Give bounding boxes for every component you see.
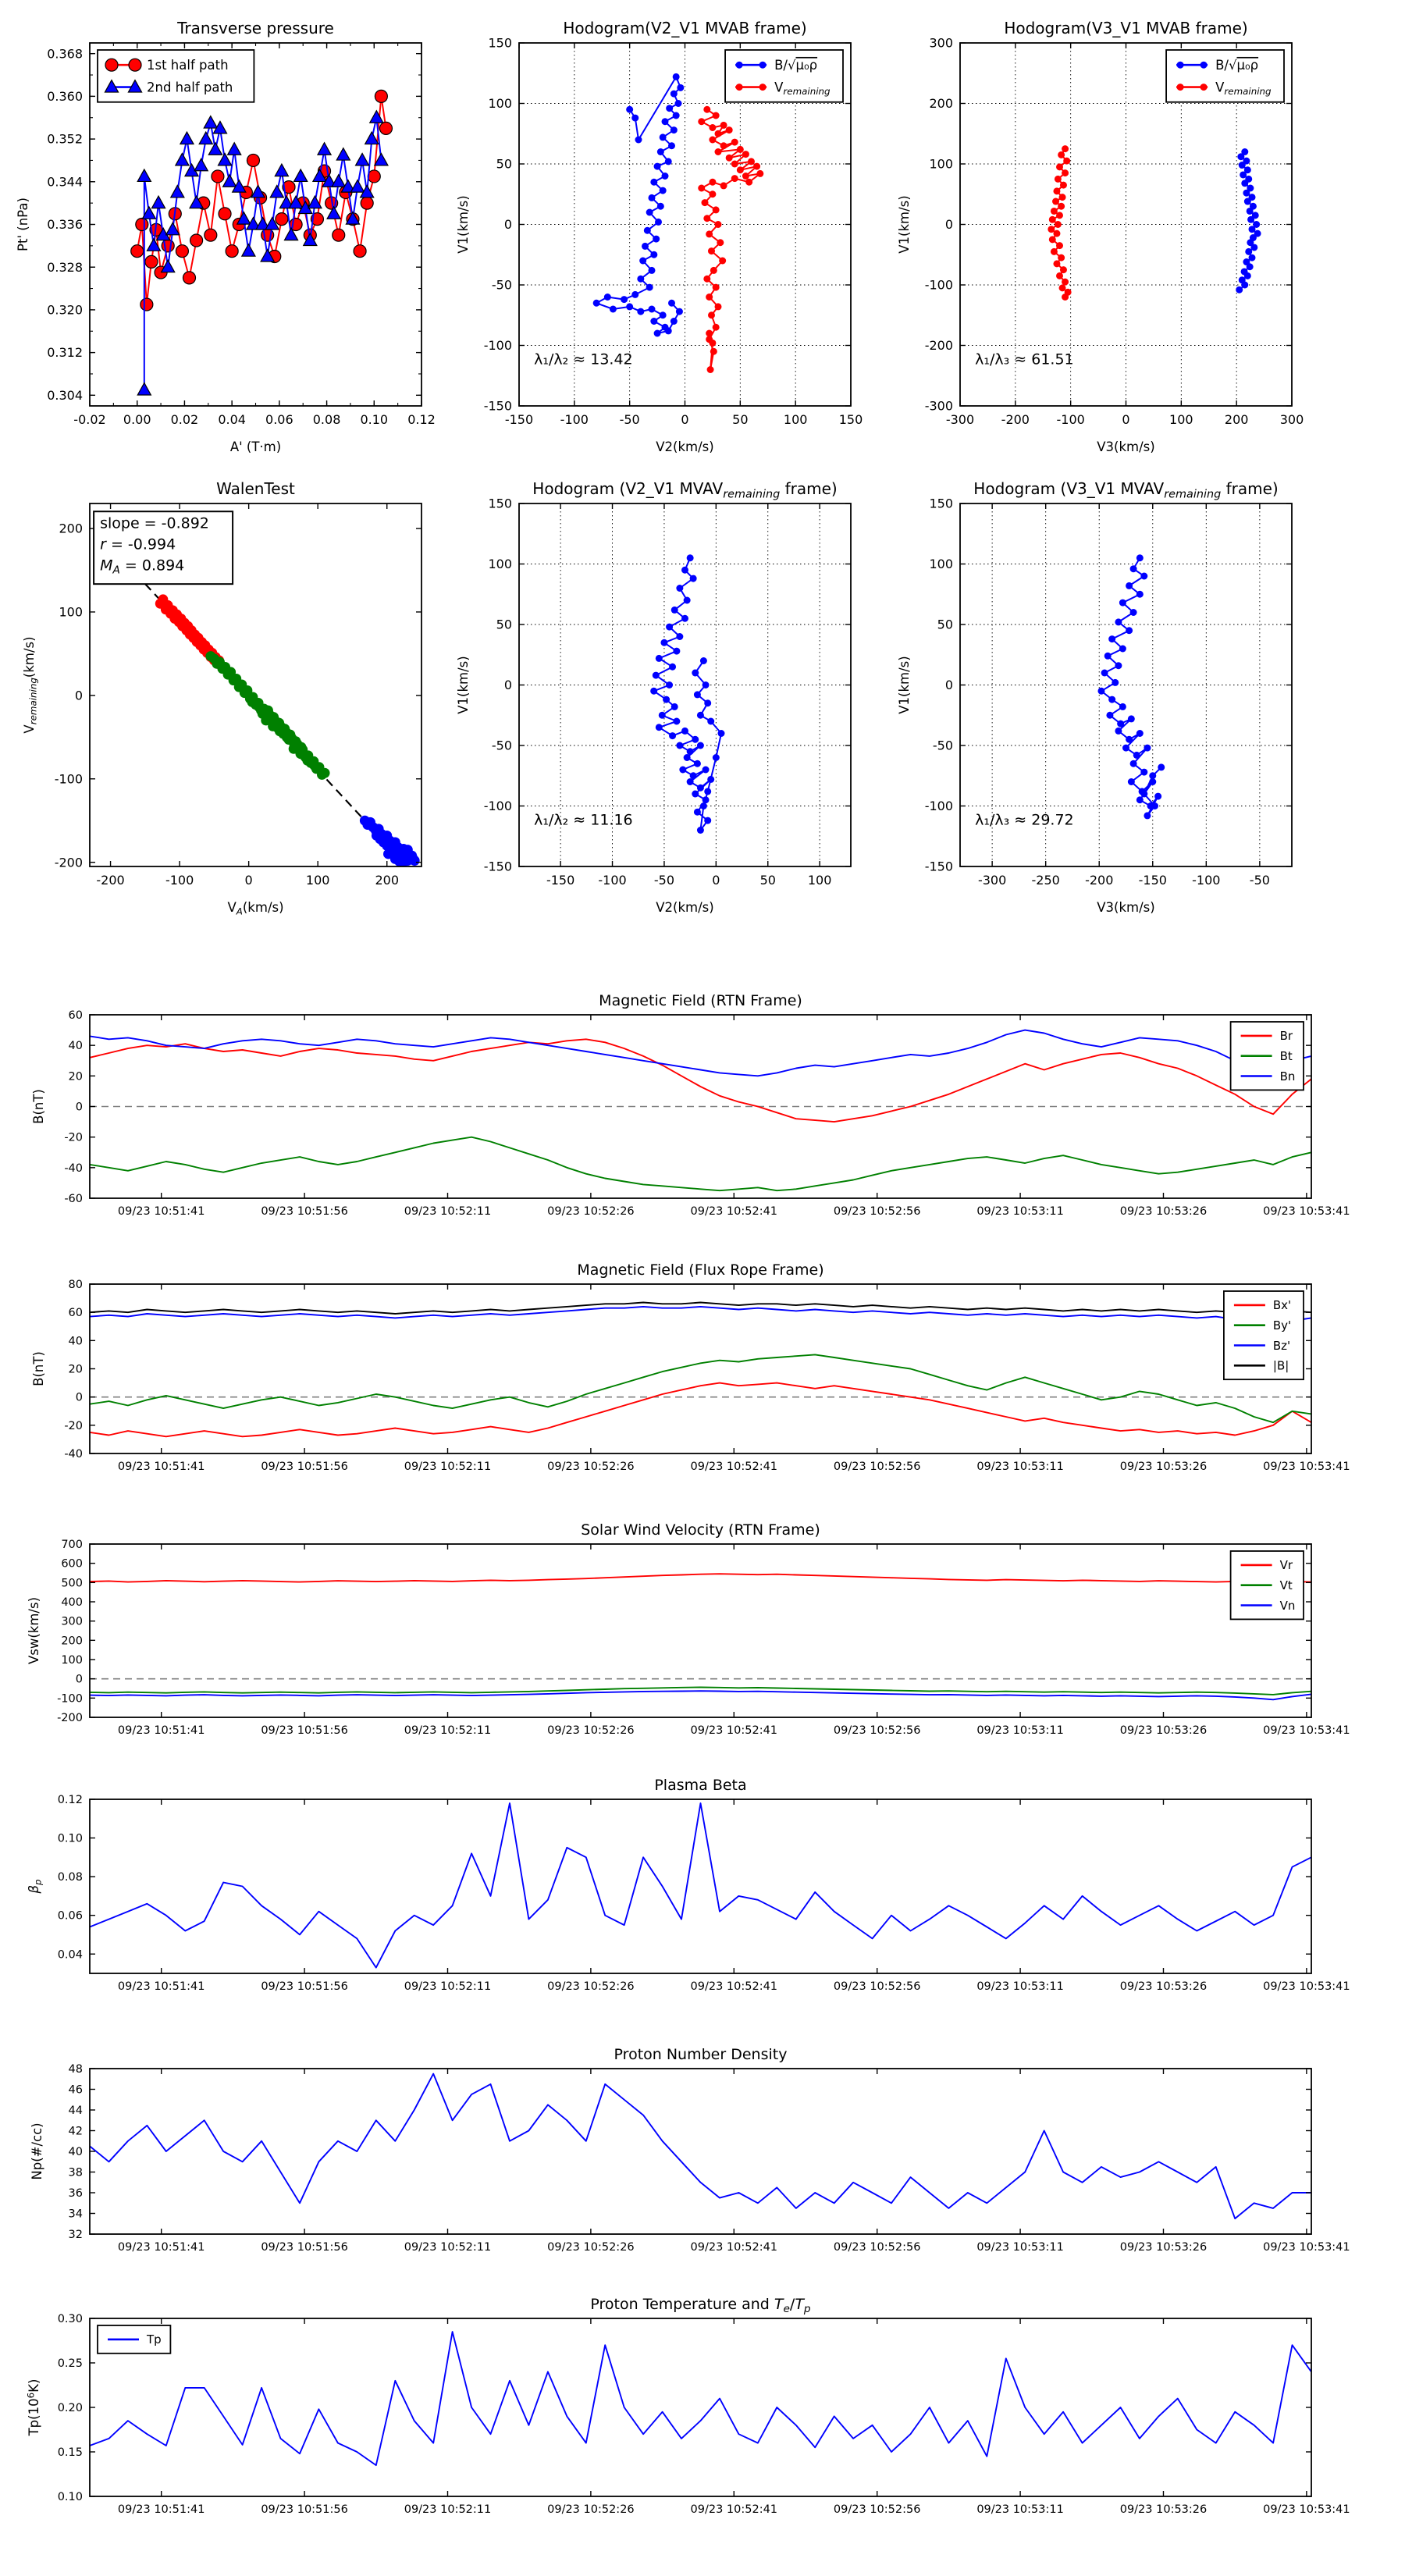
chart-walen-test bbox=[22, 479, 422, 917]
chart-title: Hodogram (V3_V1 $MVAV_{remaining}$ frame) bbox=[973, 479, 1279, 501]
x-tick-label: -50 bbox=[653, 873, 675, 888]
y-tick-label: -200 bbox=[54, 855, 83, 870]
y-tick-label: 0.12 bbox=[57, 1794, 83, 1807]
legend bbox=[98, 50, 254, 102]
x-tick-label: 09/23 10:51:41 bbox=[117, 1205, 205, 1219]
x-tick-label: 09/23 10:51:41 bbox=[117, 1724, 205, 1738]
series-walen-blue bbox=[360, 816, 420, 866]
y-tick-label: 38 bbox=[68, 2166, 83, 2179]
x-tick-label: 09/23 10:52:11 bbox=[404, 1724, 492, 1738]
y-tick-label: 100 bbox=[488, 96, 512, 112]
x-tick-label: -300 bbox=[945, 412, 975, 428]
y-tick-label: -100 bbox=[54, 771, 83, 787]
legend bbox=[1231, 1551, 1304, 1619]
y-tick-label: -200 bbox=[57, 1712, 83, 1725]
series-Bx bbox=[90, 1383, 1311, 1437]
y-tick-label: 0.06 bbox=[57, 1909, 83, 1923]
series-Np bbox=[90, 2074, 1311, 2219]
series-By bbox=[90, 1354, 1311, 1422]
x-tick-label: 09/23 10:53:41 bbox=[1263, 1205, 1350, 1219]
x-tick-label: 09/23 10:51:56 bbox=[261, 1205, 348, 1219]
x-tick-label: 09/23 10:52:26 bbox=[547, 1980, 635, 1994]
y-tick-label: -300 bbox=[924, 398, 953, 414]
series-v-remaining bbox=[1048, 145, 1071, 301]
x-tick-label: 0.04 bbox=[218, 412, 246, 428]
x-tick-label: 09/23 10:51:41 bbox=[117, 1461, 205, 1474]
x-tick-label: -200 bbox=[1085, 873, 1114, 888]
x-tick-label: -150 bbox=[504, 412, 534, 428]
legend-label: Bn bbox=[1279, 1069, 1296, 1083]
y-axis-label: V1(km/s) bbox=[456, 656, 471, 714]
x-axis-label: V3(km/s) bbox=[1097, 900, 1155, 915]
legend-label: Vn bbox=[1279, 1598, 1296, 1613]
annotation bbox=[534, 351, 633, 368]
chart-proton-number-density bbox=[30, 2046, 1350, 2254]
y-axis-label: B(nT) bbox=[31, 1351, 46, 1386]
y-tick-label: 42 bbox=[68, 2125, 83, 2138]
y-tick-label: -100 bbox=[483, 338, 512, 354]
y-tick-label: 0.320 bbox=[47, 302, 83, 318]
y-tick-label: -20 bbox=[64, 1419, 83, 1432]
y-tick-label: -40 bbox=[64, 1162, 83, 1175]
y-tick-label: 80 bbox=[68, 1279, 83, 1292]
y-tick-label: 0.312 bbox=[47, 345, 83, 361]
axes-box bbox=[90, 2069, 1311, 2234]
x-tick-label: -100 bbox=[165, 873, 194, 888]
chart-title: Hodogram(V2_V1 MVAB frame) bbox=[563, 19, 807, 37]
chart-title: Proton Number Density bbox=[614, 2046, 788, 2063]
legend-label: Bt bbox=[1279, 1048, 1293, 1063]
x-tick-label: 09/23 10:51:41 bbox=[117, 2503, 205, 2517]
x-tick-label: 0.10 bbox=[360, 412, 389, 428]
y-tick-label: 0 bbox=[503, 217, 512, 233]
x-tick-label: -100 bbox=[560, 412, 589, 428]
y-tick-label: 200 bbox=[929, 96, 953, 112]
chart-magnetic-field-flux-rope bbox=[31, 1261, 1350, 1473]
x-tick-label: 09/23 10:52:41 bbox=[690, 2241, 778, 2254]
y-tick-label: -50 bbox=[932, 738, 953, 753]
chart-title: Hodogram(V3_V1 MVAB frame) bbox=[1004, 19, 1248, 37]
x-tick-label: 09/23 10:53:41 bbox=[1263, 1461, 1350, 1474]
ticks bbox=[57, 1539, 1350, 1737]
series-beta-p bbox=[90, 1803, 1311, 1968]
x-tick-label: -100 bbox=[1056, 412, 1085, 428]
x-tick-label: 09/23 10:53:26 bbox=[1119, 1724, 1208, 1738]
x-tick-label: 09/23 10:53:26 bbox=[1119, 1205, 1208, 1219]
x-tick-label: -150 bbox=[546, 873, 575, 888]
x-tick-label: -50 bbox=[619, 412, 640, 428]
annotation-line: slope = -0.892 bbox=[100, 514, 209, 532]
x-tick-label: 150 bbox=[838, 412, 863, 428]
y-tick-label: 0.20 bbox=[57, 2402, 83, 2415]
y-tick-label: 48 bbox=[68, 2063, 83, 2076]
x-tick-label: 09/23 10:53:26 bbox=[1119, 2241, 1208, 2254]
x-tick-label: 09/23 10:53:11 bbox=[976, 1724, 1064, 1738]
legend-label: By' bbox=[1272, 1318, 1292, 1332]
y-tick-label: 300 bbox=[929, 35, 953, 51]
x-tick-label: 09/23 10:52:26 bbox=[547, 1461, 635, 1474]
x-tick-label: 300 bbox=[1279, 412, 1304, 428]
y-tick-label: 150 bbox=[488, 496, 512, 511]
legend-label: Tp bbox=[147, 2332, 162, 2347]
y-tick-label: 100 bbox=[929, 557, 953, 572]
x-tick-label: 09/23 10:52:11 bbox=[404, 1205, 492, 1219]
x-axis-label: V2(km/s) bbox=[656, 439, 714, 454]
legend-label: Vt bbox=[1279, 1578, 1293, 1592]
y-tick-label: -20 bbox=[64, 1131, 83, 1144]
y-tick-label: 50 bbox=[496, 156, 512, 172]
x-tick-label: -100 bbox=[1192, 873, 1221, 888]
y-axis-label: $\beta_p$ bbox=[27, 1879, 44, 1894]
series-b-alfven bbox=[1236, 148, 1261, 294]
x-tick-label: 200 bbox=[1224, 412, 1249, 428]
y-tick-label: 0.04 bbox=[57, 1948, 83, 1962]
legend bbox=[1224, 1291, 1304, 1379]
x-tick-label: 100 bbox=[305, 873, 330, 888]
x-tick-label: 09/23 10:53:26 bbox=[1119, 1980, 1208, 1994]
annotation bbox=[94, 511, 233, 584]
legend bbox=[725, 50, 843, 102]
chart-hodogram-v3v1-mvav bbox=[897, 479, 1292, 915]
y-tick-label: 0.25 bbox=[57, 2357, 83, 2371]
x-tick-label: 0.12 bbox=[407, 412, 436, 428]
y-tick-label: 0.08 bbox=[57, 1871, 83, 1884]
x-tick-label: 09/23 10:52:41 bbox=[690, 1461, 778, 1474]
x-tick-label: 09/23 10:52:11 bbox=[404, 2503, 492, 2517]
x-tick-label: 09/23 10:53:26 bbox=[1119, 2503, 1208, 2517]
chart-solar-wind-velocity bbox=[27, 1521, 1350, 1737]
x-tick-label: 09/23 10:52:26 bbox=[547, 2503, 635, 2517]
x-tick-label: 09/23 10:52:11 bbox=[404, 1461, 492, 1474]
y-axis-label: V1(km/s) bbox=[897, 195, 912, 254]
y-tick-label: 60 bbox=[68, 1307, 83, 1320]
x-tick-label: 09/23 10:52:56 bbox=[833, 1724, 921, 1738]
y-tick-label: 40 bbox=[68, 1040, 83, 1053]
legend bbox=[98, 2325, 170, 2354]
y-tick-label: 20 bbox=[68, 1363, 83, 1376]
legend bbox=[1231, 1022, 1304, 1090]
y-tick-label: -40 bbox=[64, 1448, 83, 1461]
x-tick-label: 09/23 10:53:11 bbox=[976, 1461, 1064, 1474]
x-tick-label: 09/23 10:52:41 bbox=[690, 1724, 778, 1738]
y-tick-label: 36 bbox=[68, 2187, 83, 2201]
x-tick-label: 100 bbox=[783, 412, 808, 428]
series-second-half-path bbox=[137, 111, 388, 395]
series-first-half-path bbox=[131, 90, 393, 311]
x-tick-label: 09/23 10:51:41 bbox=[117, 1980, 205, 1994]
legend-label: B/√μ₀ρ bbox=[774, 57, 818, 73]
y-tick-label: -100 bbox=[924, 799, 953, 814]
y-tick-label: 0.10 bbox=[57, 1832, 83, 1845]
series-v-remaining-hodogram bbox=[650, 554, 724, 834]
x-tick-label: 0.02 bbox=[170, 412, 199, 428]
chart-hodogram-v2v1-mvav bbox=[456, 479, 851, 915]
y-tick-label: 200 bbox=[59, 521, 83, 536]
y-tick-label: 0.10 bbox=[57, 2491, 83, 2504]
y-tick-label: 0.328 bbox=[47, 259, 83, 275]
x-tick-label: 09/23 10:53:11 bbox=[976, 2241, 1064, 2254]
x-tick-label: 09/23 10:52:41 bbox=[690, 2503, 778, 2517]
y-tick-label: 0 bbox=[74, 688, 83, 703]
annotation-line: r = -0.994 bbox=[100, 535, 176, 553]
annotation-line: λ₁/λ₂ ≈ 13.42 bbox=[534, 350, 633, 368]
chart-title: Magnetic Field (Flux Rope Frame) bbox=[577, 1261, 824, 1279]
y-tick-label: 100 bbox=[929, 156, 953, 172]
y-tick-label: -60 bbox=[64, 1193, 83, 1206]
chart-title: Transverse pressure bbox=[177, 19, 334, 37]
annotation bbox=[975, 351, 1074, 368]
y-tick-label: 600 bbox=[61, 1557, 83, 1571]
chart-transverse-pressure bbox=[16, 19, 436, 454]
series-Vr bbox=[90, 1574, 1311, 1582]
chart-magnetic-field-rtn bbox=[31, 992, 1350, 1218]
series-Br bbox=[90, 1039, 1311, 1122]
y-tick-label: 50 bbox=[937, 617, 953, 632]
y-tick-label: 0.352 bbox=[47, 131, 83, 147]
series-walen-green bbox=[205, 651, 329, 780]
annotation-line: $M_A = 0.894$ bbox=[100, 557, 185, 577]
x-tick-label: 0.00 bbox=[123, 412, 151, 428]
y-tick-label: 0 bbox=[75, 1673, 83, 1686]
legend-label: Bz' bbox=[1272, 1338, 1291, 1353]
annotation bbox=[534, 812, 633, 829]
x-tick-label: -50 bbox=[1249, 873, 1270, 888]
y-tick-label: 0.30 bbox=[57, 2313, 83, 2326]
legend-label: 2nd half path bbox=[147, 80, 233, 95]
ticks bbox=[69, 2063, 1350, 2254]
x-tick-label: 09/23 10:53:26 bbox=[1119, 1461, 1208, 1474]
y-tick-label: 100 bbox=[488, 557, 512, 572]
y-axis-label: Pt' (nPa) bbox=[16, 197, 30, 251]
x-tick-label: 09/23 10:53:11 bbox=[976, 1980, 1064, 1994]
y-tick-label: 40 bbox=[68, 1335, 83, 1348]
y-tick-label: 500 bbox=[61, 1577, 83, 1590]
x-tick-label: 09/23 10:53:41 bbox=[1263, 1724, 1350, 1738]
x-tick-label: 0 bbox=[681, 412, 689, 428]
x-axis-label: A' (T·m) bbox=[229, 439, 282, 454]
annotation-line: λ₁/λ₃ ≈ 29.72 bbox=[975, 811, 1074, 829]
y-axis-label: Vsw(km/s) bbox=[27, 1596, 41, 1665]
y-tick-label: 0 bbox=[944, 217, 953, 233]
y-axis-label: Np(#/cc) bbox=[30, 2122, 44, 2180]
chart-title: Hodogram (V2_V1 $MVAV_{remaining}$ frame) bbox=[532, 479, 838, 501]
series-v-remaining-hodogram bbox=[1097, 554, 1165, 819]
x-tick-label: 09/23 10:52:56 bbox=[833, 2241, 921, 2254]
y-axis-label: V1(km/s) bbox=[897, 656, 912, 714]
chart-title: Solar Wind Velocity (RTN Frame) bbox=[581, 1521, 820, 1539]
legend-label: B/√μ₀ρ bbox=[1215, 57, 1259, 73]
y-tick-label: 32 bbox=[68, 2229, 83, 2242]
x-tick-label: 09/23 10:53:11 bbox=[976, 1205, 1064, 1219]
annotation bbox=[975, 812, 1074, 829]
x-tick-label: 0 bbox=[1122, 412, 1130, 428]
x-tick-label: -200 bbox=[1001, 412, 1030, 428]
x-tick-label: 09/23 10:52:56 bbox=[833, 2503, 921, 2517]
y-tick-label: 100 bbox=[59, 604, 83, 620]
x-tick-label: 09/23 10:52:26 bbox=[547, 1724, 635, 1738]
x-tick-label: 50 bbox=[759, 873, 776, 888]
x-tick-label: 0 bbox=[244, 873, 253, 888]
chart-title: Plasma Beta bbox=[654, 1777, 747, 1794]
x-tick-label: 50 bbox=[732, 412, 749, 428]
x-tick-label: 09/23 10:51:41 bbox=[117, 2241, 205, 2254]
x-tick-label: 09/23 10:52:26 bbox=[547, 1205, 635, 1219]
x-tick-label: 09/23 10:52:56 bbox=[833, 1461, 921, 1474]
x-tick-label: 09/23 10:51:56 bbox=[261, 1980, 348, 1994]
y-tick-label: 700 bbox=[61, 1539, 83, 1552]
legend-label: Vr bbox=[1279, 1558, 1293, 1573]
x-axis-label: V2(km/s) bbox=[656, 900, 714, 915]
y-tick-label: 0.336 bbox=[47, 217, 83, 233]
x-tick-label: 09/23 10:53:41 bbox=[1263, 1980, 1350, 1994]
y-tick-label: 0.360 bbox=[47, 88, 83, 104]
annotation-line: λ₁/λ₃ ≈ 61.51 bbox=[975, 350, 1074, 368]
x-tick-label: -200 bbox=[96, 873, 125, 888]
y-tick-label: 20 bbox=[68, 1070, 83, 1083]
y-tick-label: 46 bbox=[68, 2083, 83, 2097]
chart-hodogram-v2v1-mvab bbox=[456, 19, 863, 454]
chart-plasma-beta bbox=[27, 1777, 1350, 1993]
x-tick-label: 09/23 10:52:41 bbox=[690, 1205, 778, 1219]
y-tick-label: 0.304 bbox=[47, 387, 83, 403]
y-tick-label: 0 bbox=[944, 678, 953, 693]
series-Bmag bbox=[90, 1303, 1311, 1315]
y-axis-label: B(nT) bbox=[31, 1089, 46, 1124]
x-axis-label: V3(km/s) bbox=[1097, 439, 1155, 454]
x-tick-label: -300 bbox=[977, 873, 1007, 888]
legend-label: Br bbox=[1279, 1029, 1293, 1044]
legend-label: $V_{remaining}$ bbox=[1215, 80, 1272, 97]
legend bbox=[1166, 50, 1284, 102]
y-tick-label: -100 bbox=[924, 277, 953, 293]
x-tick-label: 09/23 10:51:56 bbox=[261, 2241, 348, 2254]
y-tick-label: -100 bbox=[483, 799, 512, 814]
y-tick-label: 50 bbox=[496, 617, 512, 632]
ticks bbox=[484, 496, 851, 888]
legend-label: 1st half path bbox=[147, 57, 229, 73]
y-tick-label: 300 bbox=[61, 1615, 83, 1628]
y-tick-label: 60 bbox=[68, 1009, 83, 1023]
chart-title: Proton Temperature and $T_e/T_p$ bbox=[590, 2296, 811, 2316]
series-v-remaining bbox=[698, 106, 763, 373]
x-tick-label: 09/23 10:51:56 bbox=[261, 1724, 348, 1738]
x-tick-label: 0 bbox=[712, 873, 720, 888]
x-tick-label: 09/23 10:52:41 bbox=[690, 1980, 778, 1994]
x-tick-label: 200 bbox=[375, 873, 400, 888]
y-tick-label: -50 bbox=[491, 277, 512, 293]
y-tick-label: 0 bbox=[503, 678, 512, 693]
ticks bbox=[64, 1009, 1350, 1218]
y-tick-label: 0.368 bbox=[47, 46, 83, 62]
axes-box bbox=[90, 1799, 1311, 1973]
y-axis-label: $V_{remaining}(km/s)$ bbox=[22, 636, 39, 734]
y-tick-label: 44 bbox=[68, 2105, 83, 2118]
x-tick-label: 09/23 10:52:11 bbox=[404, 2241, 492, 2254]
x-tick-label: -0.02 bbox=[73, 412, 106, 428]
y-tick-label: 0 bbox=[75, 1391, 83, 1404]
x-tick-label: -100 bbox=[598, 873, 627, 888]
y-tick-label: 0 bbox=[75, 1101, 83, 1114]
y-tick-label: 150 bbox=[929, 496, 953, 511]
series-Bt bbox=[90, 1137, 1311, 1191]
legend-label: Bx' bbox=[1272, 1298, 1292, 1313]
y-tick-label: -150 bbox=[483, 859, 512, 874]
x-tick-label: 09/23 10:52:56 bbox=[833, 1205, 921, 1219]
annotation-line: λ₁/λ₂ ≈ 11.16 bbox=[534, 811, 633, 829]
x-tick-label: -250 bbox=[1031, 873, 1060, 888]
y-tick-label: 0.344 bbox=[47, 174, 83, 190]
y-tick-label: -200 bbox=[924, 338, 953, 354]
y-tick-label: 200 bbox=[61, 1635, 83, 1648]
x-axis-label: $V_A(km/s)$ bbox=[227, 900, 284, 917]
y-tick-label: 34 bbox=[68, 2208, 83, 2221]
x-tick-label: 09/23 10:52:11 bbox=[404, 1980, 492, 1994]
x-tick-label: 0.06 bbox=[265, 412, 293, 428]
x-tick-label: 09/23 10:53:11 bbox=[976, 2503, 1064, 2517]
legend-label: $V_{remaining}$ bbox=[774, 80, 831, 97]
chart-title: WalenTest bbox=[216, 479, 295, 498]
y-tick-label: -100 bbox=[57, 1692, 83, 1706]
x-tick-label: 100 bbox=[1169, 412, 1193, 428]
x-tick-label: 09/23 10:53:41 bbox=[1263, 2503, 1350, 2517]
series-b-alfven bbox=[593, 73, 685, 337]
x-tick-label: 09/23 10:53:41 bbox=[1263, 2241, 1350, 2254]
x-tick-label: 09/23 10:51:56 bbox=[261, 1461, 348, 1474]
legend-label: |B| bbox=[1272, 1358, 1289, 1373]
x-tick-label: -150 bbox=[1138, 873, 1167, 888]
y-tick-label: -150 bbox=[924, 859, 953, 874]
y-tick-label: 100 bbox=[61, 1654, 83, 1667]
y-tick-label: 400 bbox=[61, 1596, 83, 1610]
ticks bbox=[58, 2313, 1350, 2516]
chart-hodogram-v3v1-mvab bbox=[897, 19, 1304, 454]
y-tick-label: -50 bbox=[491, 738, 512, 753]
x-tick-label: 0.08 bbox=[312, 412, 341, 428]
y-tick-label: 0.15 bbox=[57, 2446, 83, 2460]
y-tick-label: 150 bbox=[488, 35, 512, 51]
y-tick-label: 40 bbox=[68, 2146, 83, 2159]
chart-proton-temperature bbox=[26, 2296, 1350, 2516]
ticks bbox=[925, 496, 1292, 888]
series-Bn bbox=[90, 1030, 1311, 1076]
x-tick-label: 100 bbox=[807, 873, 832, 888]
x-tick-label: 09/23 10:51:56 bbox=[261, 2503, 348, 2517]
chart-title: Magnetic Field (RTN Frame) bbox=[599, 992, 802, 1009]
x-tick-label: 09/23 10:52:26 bbox=[547, 2241, 635, 2254]
series-Tp bbox=[90, 2332, 1311, 2465]
y-tick-label: -150 bbox=[483, 398, 512, 414]
y-axis-label: V1(km/s) bbox=[456, 195, 471, 254]
axes-box bbox=[90, 2318, 1311, 2496]
y-axis-label: $Tp(10^6K)$ bbox=[25, 2379, 41, 2436]
x-tick-label: 09/23 10:52:56 bbox=[833, 1980, 921, 1994]
